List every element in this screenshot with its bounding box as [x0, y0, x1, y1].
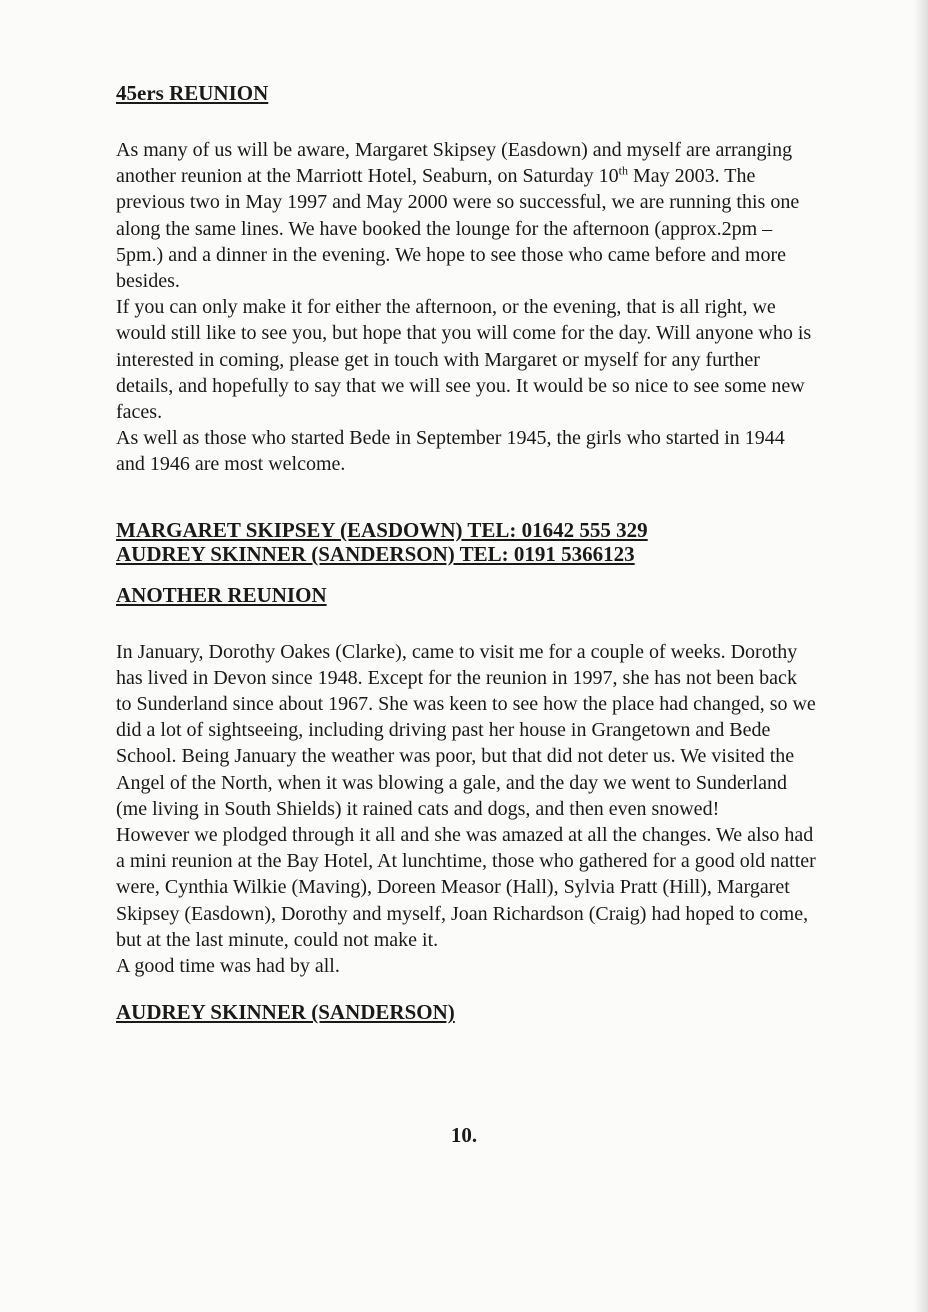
- another-reunion-heading: ANOTHER REUNION: [116, 582, 327, 607]
- author-signature: AUDREY SKINNER (SANDERSON): [116, 1000, 455, 1025]
- reunion-paragraph-2: If you can only make it for either the afternoon, or the evening, that is all right, we would still like to see you, but hope that you will come for the day. Will anyone who is interested in coming, please get in touch with Margaret or myself for any further details, and hopefully to say that we will see you. It would be so nice to see some new faces.: [116, 296, 812, 424]
- contact-audrey: AUDREY SKINNER (SANDERSON) TEL: 0191 5366123: [116, 541, 635, 566]
- reunion-paragraph-1-end: May 2003. The previous two in May 1997 and May 2000 were so successful, we are running this one along the same lines. We have booked the lounge for the afternoon (approx.2pm – 5pm.) and a dinner in the evening. We hope to see those who came before and more besides.: [116, 165, 800, 293]
- reunion-paragraph-1: [116, 137, 816, 294]
- another-reunion-body: [116, 639, 816, 980]
- date-ordinal-suffix: th: [618, 163, 628, 178]
- scan-edge-shadow: [914, 0, 928, 1312]
- reunion-body: [116, 137, 816, 478]
- reunion-paragraph-1-start: As many of us will be aware, Margaret Skipsey (Easdown) and myself are arranging another reunion at the Marriott Hotel, Seaburn, on Saturday 10: [116, 139, 793, 188]
- reunion-heading: 45ers REUNION: [116, 81, 269, 105]
- contact-margaret: MARGARET SKIPSEY (EASDOWN) TEL: 01642 555 329: [116, 517, 648, 542]
- newsletter-page: [116, 78, 816, 1025]
- another-reunion-paragraph-2: However we plodged through it all and she was amazed at all the changes. We also had a mini reunion at the Bay Hotel, At lunchtime, those who gathered for a good old natter were, Cynthia Wilkie (Maving), Doreen Measor (Hall), Sylvia Pratt (Hill), Margaret Skipsey (Easdown), Dorothy and myself, Joan Richardson (Craig) had hoped to come, but at the last minute, could not make it.: [116, 824, 816, 951]
- page-number: 10.: [450, 1123, 478, 1147]
- contact-details: [116, 518, 816, 566]
- reunion-paragraph-3: As well as those who started Bede in September 1945, the girls who started in 1944 and 1946 are most welcome.: [116, 427, 785, 476]
- another-reunion-paragraph-3: A good time was had by all.: [116, 955, 340, 978]
- another-reunion-paragraph-1: In January, Dorothy Oakes (Clarke), came to visit me for a couple of weeks. Dorothy has lived in Devon since 1948. Except for the reunion in 1997, she has not been back to Sunderland since about 1967. She was keen to see how the place had changed, so we did a lot of sightseeing, including driving past her house in Grangetown and Bede School. Being January the weather was poor, but that did not deter us. We visited the Angel of the North, when it was blowing a gale, and the day we went to Sunderland (me living in South Shields) it rained cats and dogs, and then even snowed!: [116, 640, 816, 820]
